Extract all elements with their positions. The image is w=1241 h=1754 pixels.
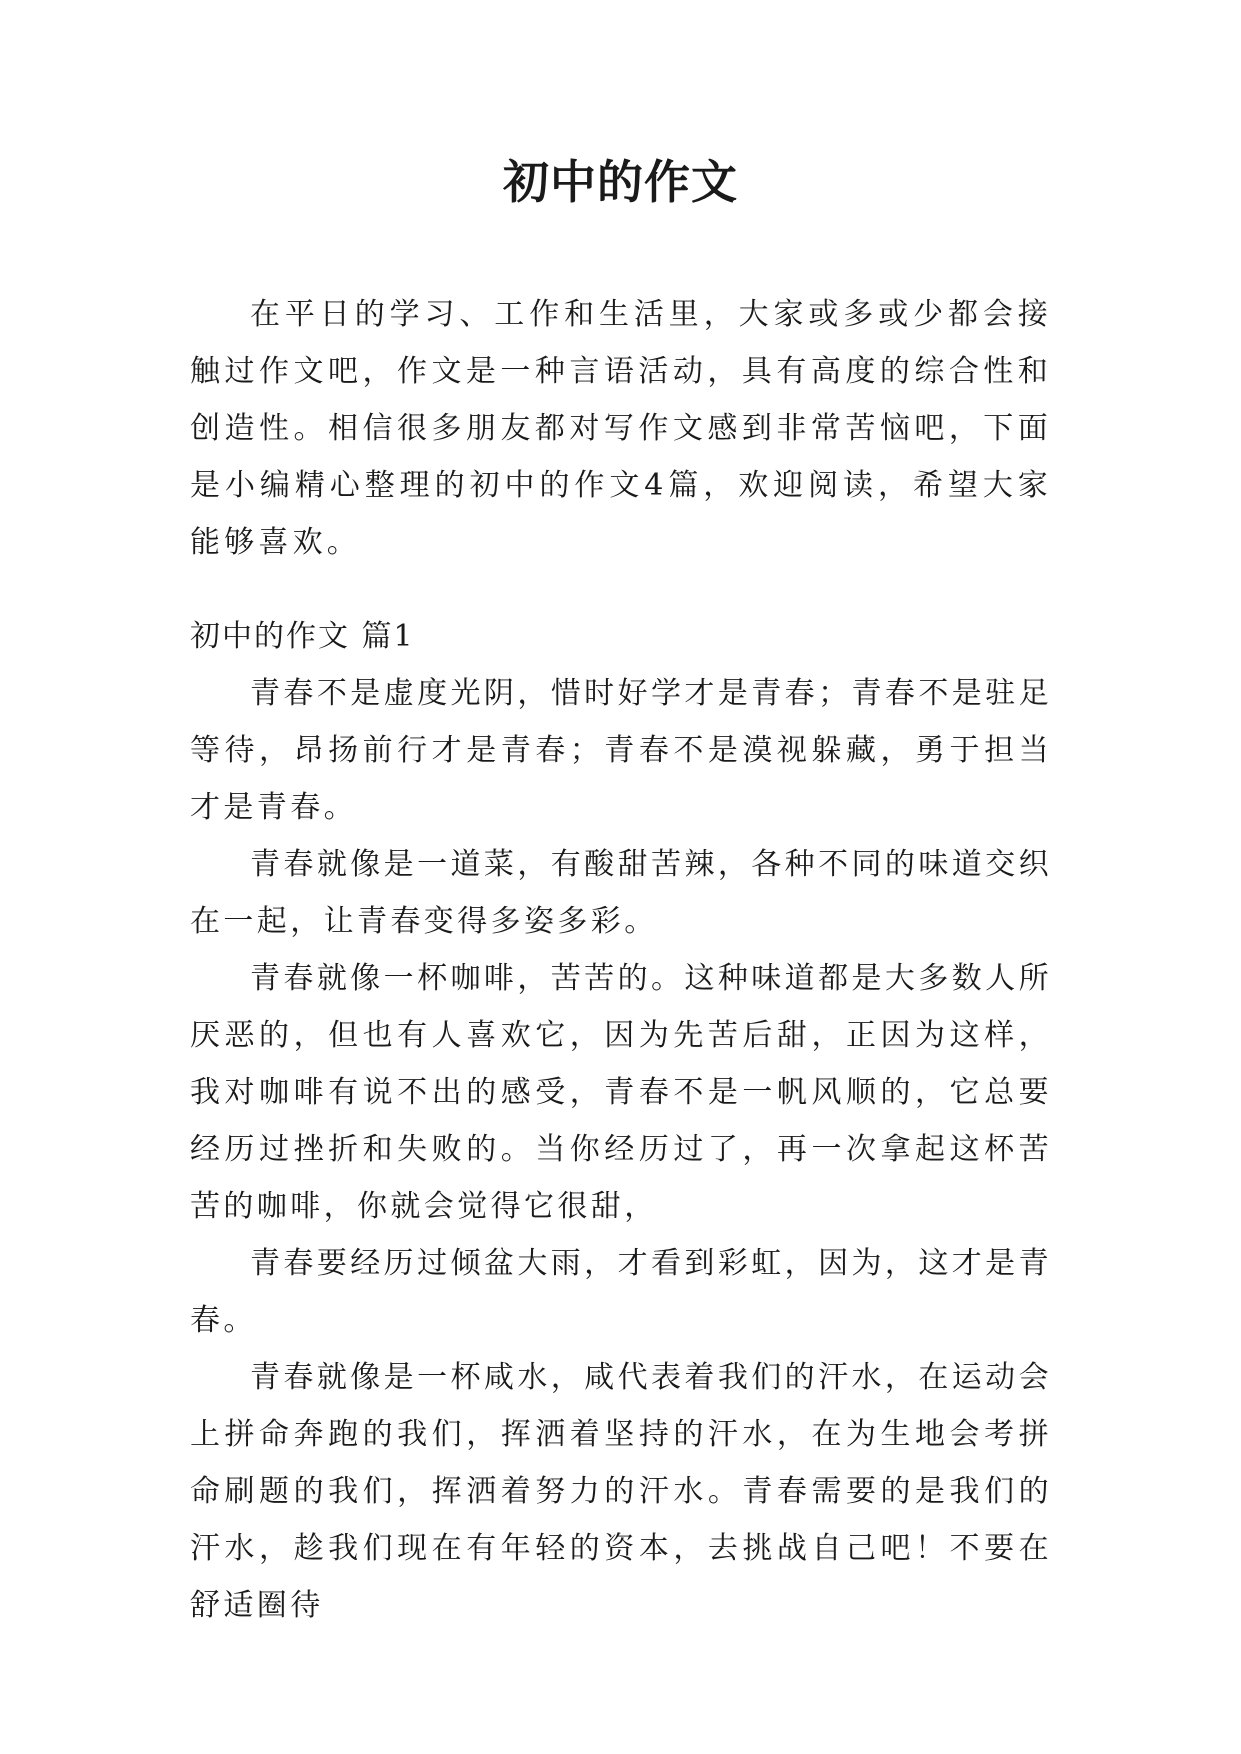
section-heading: 初中的作文 篇1 bbox=[190, 619, 415, 654]
body-paragraph: 青春就像一杯咖啡，苦苦的。这种味道都是大多数人所厌恶的，但也有人喜欢它，因为先苦后甜，正因为这样，我对咖啡有说不出的感受，青春不是一帆风顺的，它总要经历过挫折和失败的。当你经历过了，再一次拿起这杯苦苦的咖啡，你就会觉得它很甜， bbox=[190, 961, 1052, 1224]
body-paragraph: 青春就像是一杯咸水，咸代表着我们的汗水，在运动会上拼命奔跑的我们，挥洒着坚持的汗水，在为生地会考拼命刷题的我们，挥洒着努力的汗水。青春需要的是我们的汗水，趁我们现在有年轻的资本，去挑战自己吧！不要在舒适圈待 bbox=[190, 1360, 1052, 1623]
spacer bbox=[190, 571, 1052, 608]
body-paragraph: 青春要经历过倾盆大雨，才看到彩虹，因为，这才是青春。 bbox=[190, 1246, 1052, 1338]
document-title: 初中的作文 bbox=[503, 155, 738, 209]
body-paragraph: 青春就像是一道菜，有酸甜苦辣，各种不同的味道交织在一起，让青春变得多姿多彩。 bbox=[190, 847, 1052, 939]
document-body bbox=[190, 286, 1052, 1634]
intro-paragraph: 在平日的学习、工作和生活里，大家或多或少都会接触过作文吧，作文是一种言语活动，具有高度的综合性和创造性。相信很多朋友都对写作文感到非常苦恼吧，下面是小编精心整理的初中的作文4篇，欢迎阅读，希望大家能够喜欢。 bbox=[190, 297, 1052, 560]
body-paragraph: 青春不是虚度光阴，惜时好学才是青春；青春不是驻足等待，昂扬前行才是青春；青春不是漠视躲藏，勇于担当才是青春。 bbox=[190, 676, 1052, 825]
